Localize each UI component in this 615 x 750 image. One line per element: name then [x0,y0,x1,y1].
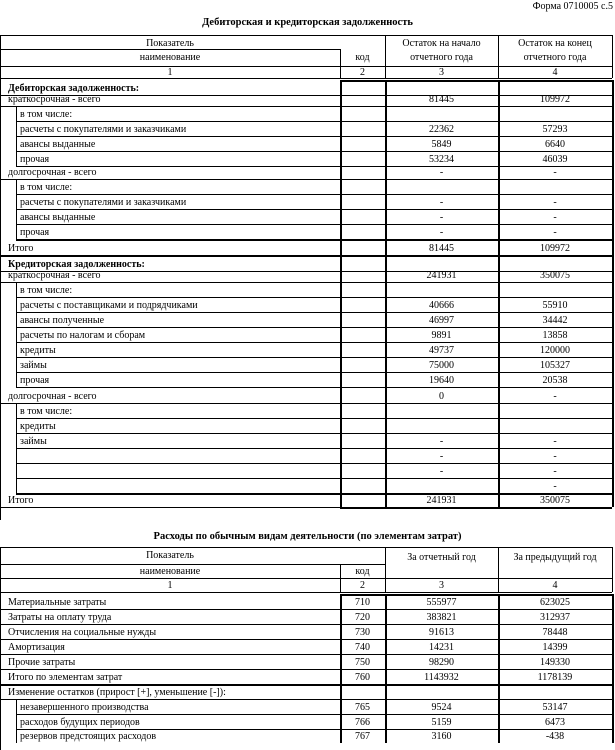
start-value: - [439,451,444,462]
start-value: 241931 [426,270,457,281]
start-value: 19640 [429,375,454,386]
end-value: 109972 [540,243,570,254]
row-label: прочая [20,227,50,238]
grid-line [16,729,612,730]
previous-value: 78448 [542,627,568,638]
grid-line [16,418,17,433]
grid-line [16,179,17,194]
start-value: 75000 [429,360,454,371]
grid-line [0,403,612,404]
row-label: Амортизация [8,642,65,653]
grid-line [612,547,613,592]
end-value: - [553,212,557,223]
grid-line [16,151,612,152]
row-label: расчеты с покупателями и заказчиками [20,124,187,135]
start-value: - [439,466,444,477]
header-name: наименование [139,566,201,577]
form-label: Форма 0710005 с.5 [532,1,613,12]
grid-line [16,448,17,463]
previous-value: 53147 [542,702,568,713]
code-value: 767 [355,731,370,742]
code-value: 766 [355,717,370,728]
current-value: 5159 [431,717,452,728]
grid-line [16,342,612,343]
row-label: прочая [20,154,50,165]
row-label: резервов предстоящих расходов [20,731,157,742]
row-label: в том числе: [20,285,73,296]
grid-line [16,209,612,210]
grid-line [16,357,17,372]
header-start-2: отчетного года [410,52,473,63]
header-current: За отчетный год [407,552,476,563]
grid-line [16,327,612,328]
code-value: 720 [355,612,370,623]
grid-line [16,433,612,434]
grid-line [16,729,17,743]
row-label: Итого по элементам затрат [8,672,123,683]
previous-value: 623025 [540,597,570,608]
row-label: расчеты с поставщиками и подрядчиками [20,300,198,311]
grid-line [16,418,612,419]
grid-line [16,478,612,479]
grid-line [0,654,612,655]
start-value: 5849 [431,139,452,150]
grid-line [16,224,612,225]
start-value: - [439,167,444,178]
current-value: 555977 [426,597,457,608]
grid-line [16,106,17,121]
row-label: долгосрочная - всего [8,167,97,178]
row-label: расходов будущих периодов [20,717,140,728]
start-value: 9891 [431,330,452,341]
current-value: 3160 [431,731,452,742]
code-value: 740 [355,642,370,653]
previous-value: 1178139 [537,672,573,683]
header-end-2: отчетного года [523,52,587,63]
row-label: краткосрочная - всего [8,94,101,105]
previous-value: 312937 [540,612,570,623]
grid-line [0,639,612,640]
column-number: 2 [360,580,365,591]
row-label: расчеты по налогам и сборам [20,330,146,341]
grid-line [16,433,17,448]
grid-line [16,121,17,136]
grid-line [16,136,612,137]
row-label: в том числе: [20,109,73,120]
header-code: код [355,52,370,63]
grid-line [16,372,612,373]
row-label: Изменение остатков (прирост [+], уменьшение [-]): [8,687,226,698]
end-value: 350075 [540,495,570,506]
grid-line [612,594,614,743]
grid-line [16,121,612,122]
grid-line [0,624,612,625]
row-label: Кредиторская задолженность: [8,259,145,270]
grid-line [0,106,612,107]
end-value: - [553,481,557,492]
grid-line [0,282,612,283]
start-value: 40666 [429,300,454,311]
column-number: 3 [439,67,444,78]
row-label: авансы выданные [20,139,96,150]
header-name: наименование [139,52,201,63]
header-previous: За предыдущий год [513,552,597,563]
start-value: 46997 [429,315,454,326]
previous-value: 6473 [545,717,565,728]
row-label: расчеты с покупателями и заказчиками [20,197,187,208]
row-label: Итого [8,243,34,254]
grid-line [0,547,612,548]
start-value: - [439,197,444,208]
end-value: 46039 [542,154,568,165]
grid-line [0,684,612,686]
grid-line [612,80,614,507]
row-label: прочая [20,375,50,386]
grid-line [612,35,613,78]
end-value: 34442 [542,315,568,326]
grid-line [16,463,612,464]
row-label: Затраты на оплату труда [8,612,112,623]
end-value: 6640 [545,139,565,150]
current-value: 14231 [429,642,454,653]
start-value: 49737 [429,345,454,356]
grid-line [16,403,17,418]
row-label: в том числе: [20,406,73,417]
end-value: 105327 [540,360,570,371]
start-value: 53234 [429,154,454,165]
column-number: 4 [552,67,558,78]
grid-line [0,669,612,670]
row-label: Итого [8,495,34,506]
start-value: 81445 [429,243,454,254]
grid-line [0,80,1,507]
grid-line [0,699,612,700]
grid-line [0,507,612,508]
grid-line [340,594,612,596]
grid-line [0,35,612,36]
column-number: 4 [552,580,558,591]
end-value: 109972 [540,94,570,105]
grid-line [0,609,612,610]
row-label: авансы выданные [20,212,96,223]
section-title: Дебиторская и кредиторская задолженность [202,17,413,28]
row-label: Материальные затраты [8,597,107,608]
row-label: краткосрочная - всего [8,270,101,281]
row-label: долгосрочная - всего [8,391,97,402]
end-value: 350075 [540,270,570,281]
column-number: 1 [167,67,173,78]
end-value: - [553,466,557,477]
start-value: - [439,436,444,447]
current-value: 383821 [426,612,457,623]
row-label: Отчисления на социальные нужды [8,627,157,638]
grid-line [16,209,17,224]
end-value: - [553,197,557,208]
grid-line [16,327,17,342]
grid-line [16,194,612,195]
grid-line [16,297,612,298]
grid-line [16,448,612,449]
column-number: 2 [360,67,365,78]
row-label: Дебиторская задолженность: [8,83,140,94]
grid-line [0,592,612,593]
current-value: 98290 [429,657,454,668]
column-number: 1 [167,580,173,591]
previous-value: 14399 [542,642,568,653]
row-label: займы [20,436,47,447]
grid-line [0,564,385,565]
current-value: 9524 [431,702,452,713]
grid-line [16,297,17,312]
row-label: кредиты [20,421,56,432]
grid-line [16,714,17,729]
grid-line [16,151,17,166]
grid-line [16,312,17,327]
current-value: 91613 [429,627,454,638]
current-value: 1143932 [424,672,459,683]
code-value: 765 [355,702,370,713]
end-value: - [553,227,557,238]
grid-line [340,80,612,82]
end-value: - [553,436,557,447]
grid-line [16,357,612,358]
header-indicator: Показатель [146,550,194,561]
row-label: Прочие затраты [8,657,76,668]
code-value: 710 [355,597,370,608]
previous-value: -438 [545,731,565,742]
code-value: 760 [355,672,370,683]
grid-line [16,239,612,241]
column-number: 3 [439,580,444,591]
start-value: 0 [439,391,444,402]
end-value: - [553,451,557,462]
grid-line [16,714,612,715]
grid-line [0,578,612,579]
row-label: незавершенного производства [20,702,149,713]
end-value: 13858 [542,330,568,341]
grid-line [16,478,17,493]
header-indicator: Показатель [146,38,194,49]
header-code: код [355,566,370,577]
end-value: 120000 [540,345,570,356]
end-value: - [553,391,557,402]
start-value: 22362 [429,124,454,135]
header-start-1: Остаток на начало [402,38,481,49]
row-label: кредиты [20,345,56,356]
grid-line [0,255,612,257]
start-value: 241931 [426,495,457,506]
row-label: займы [20,360,47,371]
start-value: 81445 [429,94,454,105]
grid-line [16,136,17,151]
grid-line [16,387,612,388]
grid-line [16,194,17,209]
end-value: 55910 [542,300,568,311]
start-value: - [439,227,444,238]
end-value: - [553,167,557,178]
end-value: 57293 [542,124,568,135]
end-value: 20538 [542,375,568,386]
grid-line [16,463,17,478]
grid-line [0,179,612,180]
code-value: 750 [355,657,370,668]
grid-line [340,80,342,507]
grid-line [16,312,612,313]
header-end-1: Остаток на конец [518,38,592,49]
start-value: - [439,212,444,223]
row-label: авансы полученные [20,315,105,326]
grid-line [16,372,17,387]
code-value: 730 [355,627,370,638]
grid-line [16,282,17,297]
previous-value: 149330 [540,657,570,668]
grid-line [16,699,17,714]
grid-line [16,224,17,239]
grid-line [16,342,17,357]
row-label: в том числе: [20,182,73,193]
section-title: Расходы по обычным видам деятельности (по элементам затрат) [153,531,462,542]
